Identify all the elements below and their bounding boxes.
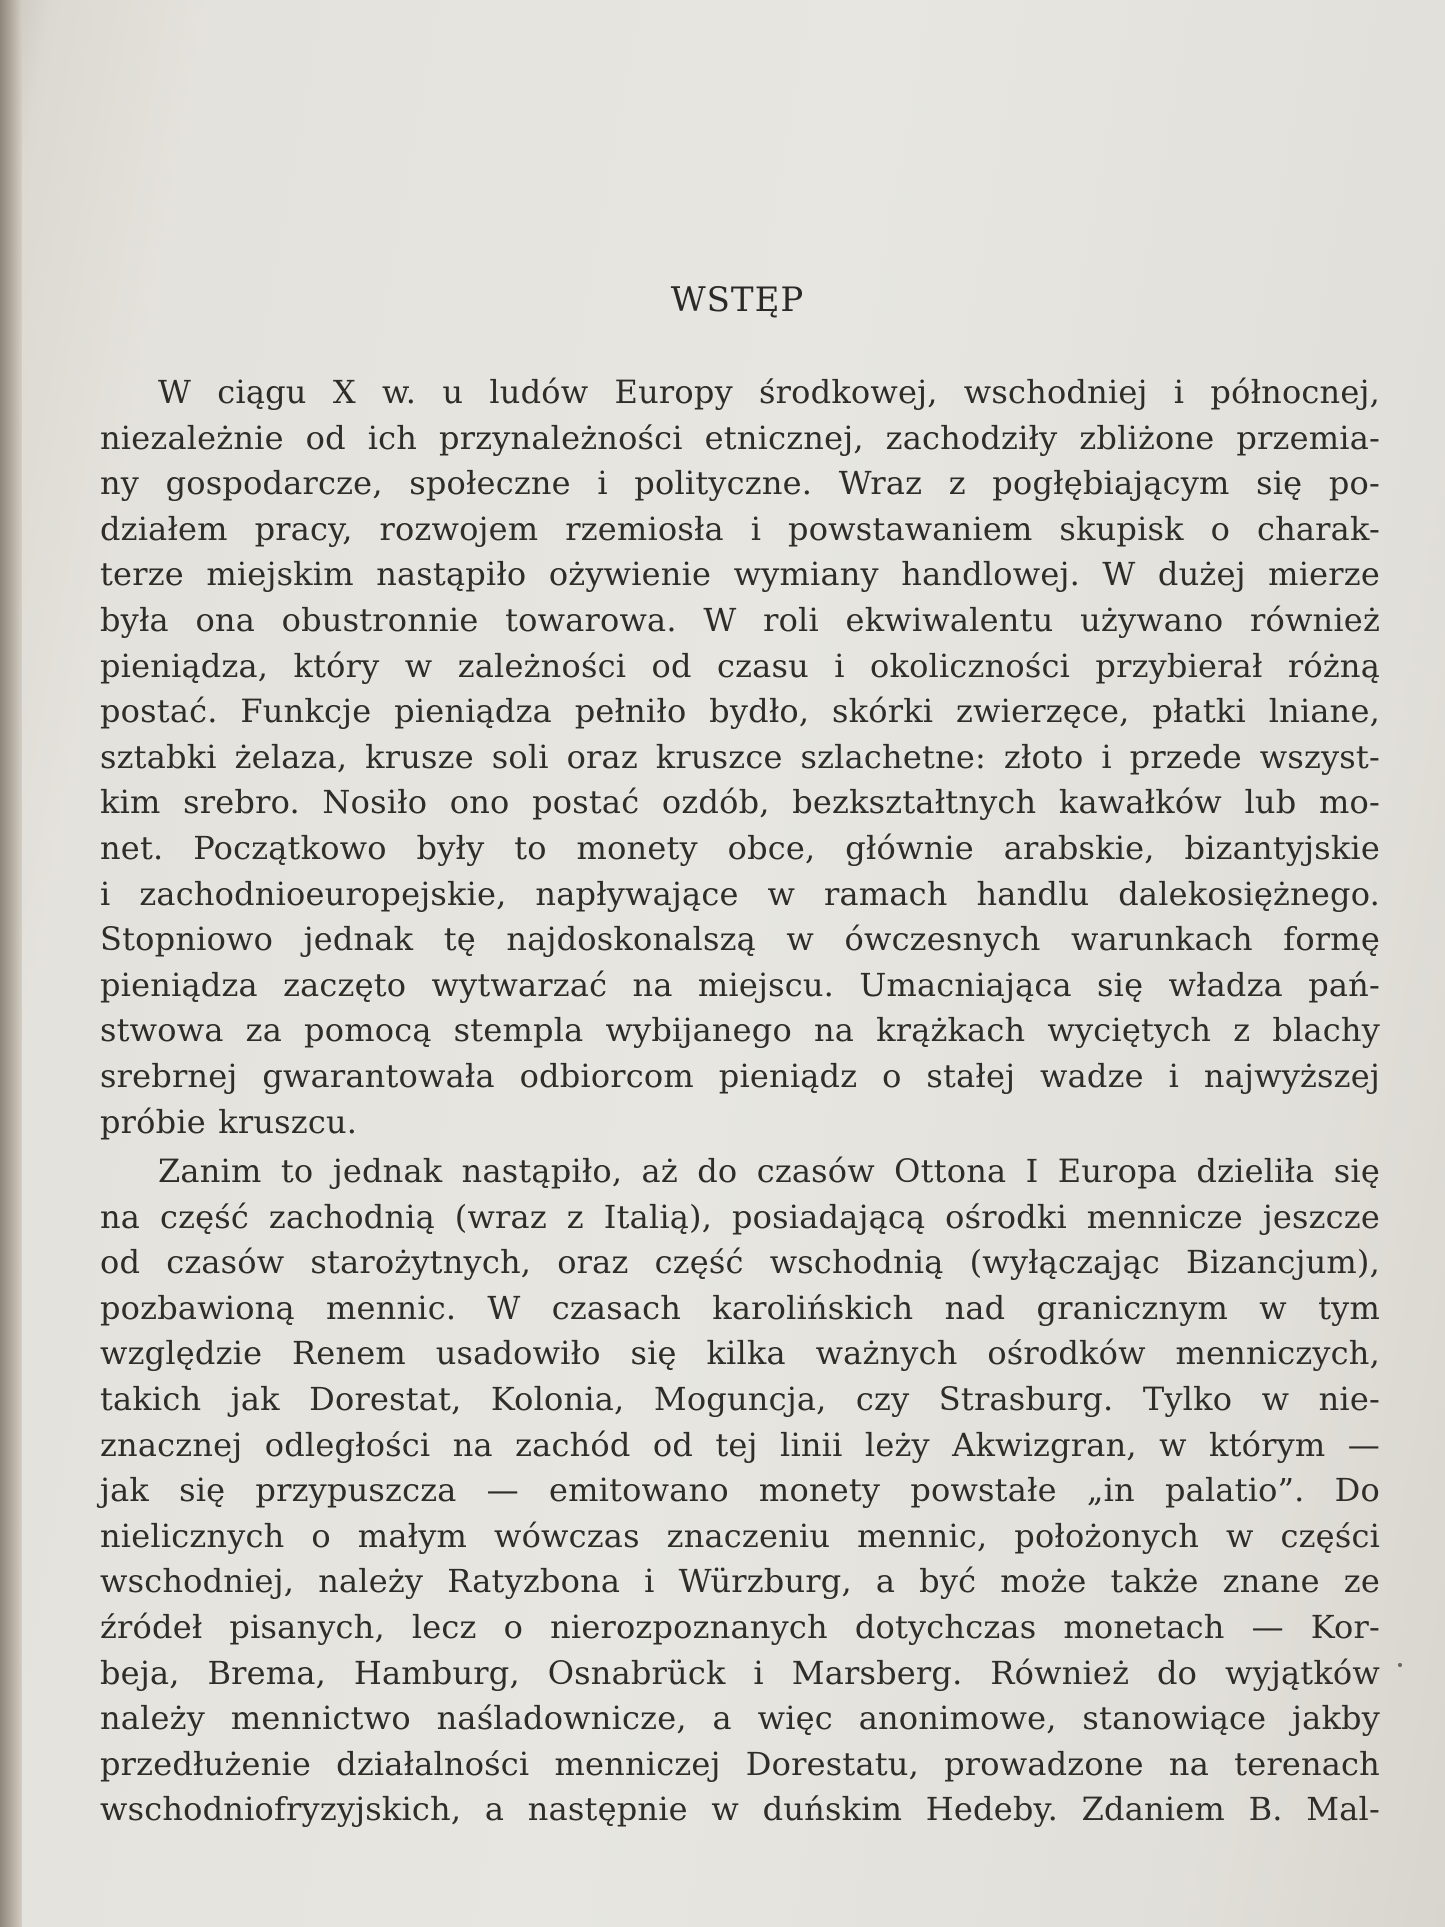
text-line: stwowa za pomocą stempla wybijanego na krążkach wyciętych z blachy <box>100 1011 1380 1050</box>
text-line: względzie Renem usadowiło się kilka ważnych ośrodków menniczych, <box>100 1334 1380 1373</box>
text-line: działem pracy, rozwojem rzemiosła i powstawaniem skupisk o charak- <box>100 509 1380 548</box>
text-line: Zanim to jednak nastąpiło, aż do czasów Ottona I Europa dzieliła się <box>158 1152 1380 1191</box>
text-line: kim srebro. Nosiło ono postać ozdób, bezkształtnych kawałków lub mo- <box>100 783 1380 822</box>
body-text <box>100 370 1380 1833</box>
text-line: pozbawioną mennic. W czasach karolińskich nad granicznym w tym <box>100 1288 1380 1327</box>
text-line: należy mennictwo naśladownicze, a więc anonimowe, stanowiące jakby <box>100 1699 1380 1738</box>
text-line: i zachodnioeuropejskie, napływające w ramach handlu dalekosiężnego. <box>100 874 1380 913</box>
text-line: wschodniej, należy Ratyzbona i Würzburg, a być może także znane ze <box>100 1562 1380 1601</box>
text-line: sztabki żelaza, krusze soli oraz kruszce szlachetne: złoto i przede wszyst- <box>100 737 1380 776</box>
text-line: net. Początkowo były to monety obce, głównie arabskie, bizantyjskie <box>100 828 1380 867</box>
text-line: takich jak Dorestat, Kolonia, Moguncja, czy Strasburg. Tylko w nie- <box>100 1380 1380 1419</box>
text-line: wschodniofryzyjskich, a następnie w duńskim Hedeby. Zdaniem B. Mal- <box>100 1790 1380 1829</box>
paragraph-1 <box>100 370 1380 1145</box>
text-line: srebrnej gwarantowała odbiorcom pieniądz o stałej wadze i najwyższej <box>100 1056 1380 1095</box>
text-line: ny gospodarcze, społeczne i polityczne. Wraz z pogłębiającym się po- <box>100 464 1380 503</box>
text-line: nielicznych o małym wówczas znaczeniu mennic, położonych w części <box>100 1516 1380 1555</box>
paragraph-2 <box>100 1149 1380 1833</box>
chapter-title: WSTĘP <box>670 280 805 320</box>
text-line: jak się przypuszcza — emitowano monety powstałe „in palatio”. Do <box>100 1471 1380 1510</box>
text-line: Stopniowo jednak tę najdoskonalszą w ówczesnych warunkach formę <box>100 920 1380 959</box>
text-line: W ciągu X w. u ludów Europy środkowej, wschodniej i północnej, <box>158 373 1380 411</box>
paper-speck <box>1398 1663 1402 1667</box>
text-line: na część zachodnią (wraz z Italią), posiadającą ośrodki mennicze jeszcze <box>100 1197 1380 1236</box>
text-line: pieniądza, który w zależności od czasu i okoliczności przybierał różną <box>100 646 1380 685</box>
text-line: próbie kruszcu. <box>100 1102 358 1141</box>
text-line: terze miejskim nastąpiło ożywienie wymiany handlowej. W dużej mierze <box>100 555 1380 594</box>
text-line: beja, Brema, Hamburg, Osnabrück i Marsberg. Również do wyjątków <box>100 1653 1380 1692</box>
text-line: od czasów starożytnych, oraz część wschodnią (wyłączając Bizancjum), <box>100 1243 1380 1282</box>
text-line: znacznej odległości na zachód od tej linii leży Akwizgran, w którym — <box>100 1425 1380 1464</box>
text-line: niezależnie od ich przynależności etnicznej, zachodziły zbliżone przemia- <box>100 418 1380 457</box>
text-line: postać. Funkcje pieniądza pełniło bydło, skórki zwierzęce, płatki lniane, <box>100 692 1380 731</box>
text-line: przedłużenie działalności menniczej Dorestatu, prowadzone na terenach <box>100 1744 1380 1783</box>
text-line: była ona obustronnie towarowa. W roli ekwiwalentu używano również <box>100 600 1380 639</box>
text-line: źródeł pisanych, lecz o nierozpoznanych dotychczas monetach — Kor- <box>100 1608 1380 1647</box>
text-line: pieniądza zaczęto wytwarzać na miejscu. Umacniająca się władza pań- <box>100 965 1380 1004</box>
